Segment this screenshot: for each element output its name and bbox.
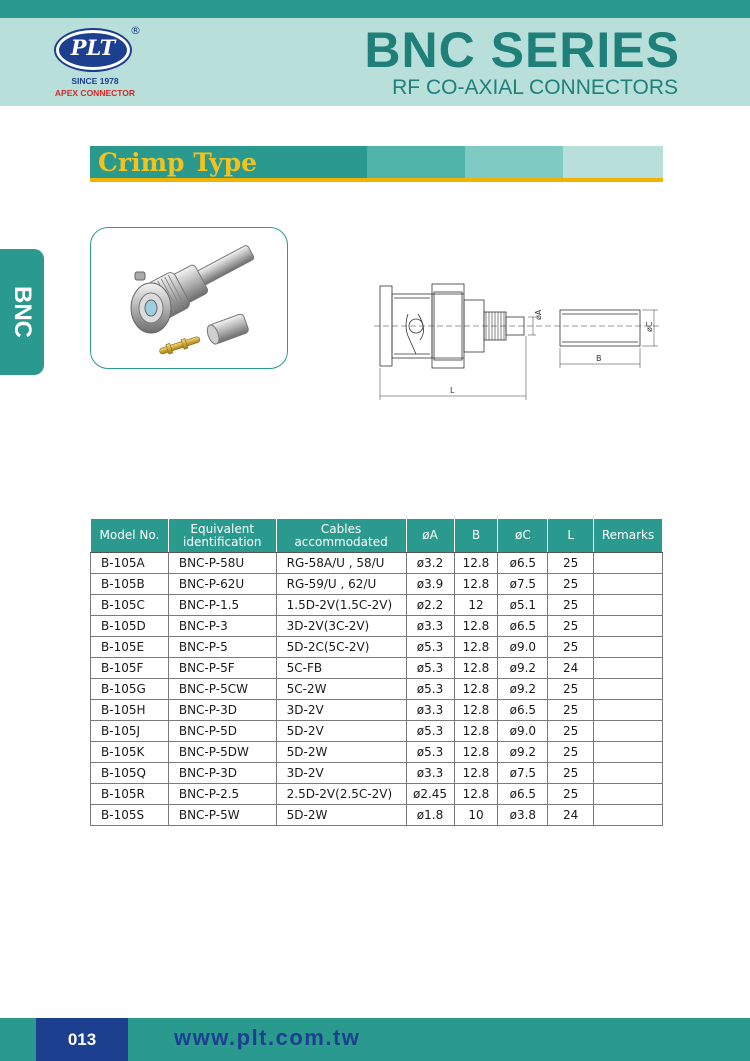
column-header: Cables accommodated <box>276 519 406 553</box>
table-cell: 25 <box>548 784 594 805</box>
table-cell: ø3.3 <box>406 616 454 637</box>
dim-label-C: øC <box>645 321 654 332</box>
header <box>0 18 750 106</box>
table-cell: BNC-P-3 <box>168 616 276 637</box>
table-cell: ø3.3 <box>406 700 454 721</box>
table-cell <box>594 763 663 784</box>
table-cell: 2.5D-2V(2.5C-2V) <box>276 784 406 805</box>
table-cell: ø2.45 <box>406 784 454 805</box>
table-cell: 12.8 <box>454 574 498 595</box>
table-cell: 25 <box>548 721 594 742</box>
section-bar-segment <box>465 146 563 178</box>
table-row <box>91 763 663 784</box>
page-title: BNC SERIES <box>364 22 680 78</box>
table-cell: ø5.3 <box>406 742 454 763</box>
table-row <box>91 553 663 574</box>
table-cell <box>594 637 663 658</box>
table-cell: RG-59/U , 62/U <box>276 574 406 595</box>
table-cell: BNC-P-5F <box>168 658 276 679</box>
dim-label-A: øA <box>534 309 543 320</box>
table-cell <box>594 553 663 574</box>
table-cell: 3D-2V(3C-2V) <box>276 616 406 637</box>
dim-label-L: L <box>450 386 455 395</box>
table-cell: BNC-P-3D <box>168 763 276 784</box>
table-cell: 24 <box>548 805 594 826</box>
table-cell: B-105R <box>91 784 169 805</box>
spec-table <box>90 518 663 826</box>
table-cell <box>594 595 663 616</box>
section-bar-segment <box>367 146 465 178</box>
table-cell: ø9.2 <box>498 658 548 679</box>
table-cell: 12.8 <box>454 763 498 784</box>
table-cell: BNC-P-62U <box>168 574 276 595</box>
table-cell: 3D-2V <box>276 700 406 721</box>
table-cell: 5D-2W <box>276 805 406 826</box>
table-row <box>91 721 663 742</box>
table-cell: ø7.5 <box>498 763 548 784</box>
table-row <box>91 679 663 700</box>
registered-mark: ® <box>130 24 141 37</box>
table-cell: 5C-FB <box>276 658 406 679</box>
table-cell: 5C-2W <box>276 679 406 700</box>
column-header: øC <box>498 519 548 553</box>
table-cell: B-105E <box>91 637 169 658</box>
table-cell <box>594 742 663 763</box>
table-cell: B-105Q <box>91 763 169 784</box>
table-cell <box>594 679 663 700</box>
table-cell: B-105A <box>91 553 169 574</box>
column-header: Remarks <box>594 519 663 553</box>
table-cell: BNC-P-2.5 <box>168 784 276 805</box>
table-cell: 5D-2C(5C-2V) <box>276 637 406 658</box>
table-cell: 10 <box>454 805 498 826</box>
table-cell: BNC-P-5DW <box>168 742 276 763</box>
table-cell: ø3.9 <box>406 574 454 595</box>
page-subtitle: RF CO-AXIAL CONNECTORS <box>392 76 678 99</box>
table-cell: BNC-P-3D <box>168 700 276 721</box>
table-cell: 12.8 <box>454 616 498 637</box>
table-cell: 1.5D-2V(1.5C-2V) <box>276 595 406 616</box>
table-cell: BNC-P-1.5 <box>168 595 276 616</box>
table-cell: ø6.5 <box>498 553 548 574</box>
table-cell: 25 <box>548 616 594 637</box>
table-cell: 12.8 <box>454 742 498 763</box>
column-header: Equivalent identification <box>168 519 276 553</box>
table-cell: ø7.5 <box>498 574 548 595</box>
website-url: www.plt.com.tw <box>174 1025 361 1050</box>
table-cell: BNC-P-5D <box>168 721 276 742</box>
section-title: Crimp Type <box>98 148 257 177</box>
table-cell: 12 <box>454 595 498 616</box>
table-cell: 12.8 <box>454 658 498 679</box>
plt-logo <box>50 26 145 106</box>
table-cell: B-105J <box>91 721 169 742</box>
table-cell: ø9.0 <box>498 721 548 742</box>
table-cell: B-105K <box>91 742 169 763</box>
table-cell: ø5.1 <box>498 595 548 616</box>
table-cell: B-105D <box>91 616 169 637</box>
table-cell <box>594 658 663 679</box>
table-cell: 25 <box>548 679 594 700</box>
table-cell: ø6.5 <box>498 700 548 721</box>
table-row <box>91 574 663 595</box>
table-cell: 12.8 <box>454 700 498 721</box>
table-cell <box>594 721 663 742</box>
top-strip <box>0 0 750 18</box>
dimension-drawing <box>370 270 670 410</box>
dim-label-B: B <box>596 354 602 363</box>
table-cell: 25 <box>548 637 594 658</box>
table-row <box>91 595 663 616</box>
column-header: øA <box>406 519 454 553</box>
table-cell: ø5.3 <box>406 658 454 679</box>
table-row <box>91 616 663 637</box>
table-cell: BNC-P-5CW <box>168 679 276 700</box>
table-cell: B-105H <box>91 700 169 721</box>
table-cell: ø5.3 <box>406 721 454 742</box>
side-tab-label: BNC <box>9 286 36 338</box>
table-cell: ø6.5 <box>498 784 548 805</box>
page-number: 013 <box>36 1018 128 1061</box>
table-row <box>91 742 663 763</box>
table-cell: 3D-2V <box>276 763 406 784</box>
table-cell: B-105B <box>91 574 169 595</box>
column-header: L <box>548 519 594 553</box>
section-bar <box>90 146 663 182</box>
table-cell: 5D-2V <box>276 721 406 742</box>
table-cell: RG-58A/U , 58/U <box>276 553 406 574</box>
product-photo-box <box>90 227 288 369</box>
table-cell: ø9.2 <box>498 742 548 763</box>
table-cell <box>594 616 663 637</box>
table-cell: 25 <box>548 574 594 595</box>
bnc-connector-photo <box>91 228 287 368</box>
table-cell: 12.8 <box>454 637 498 658</box>
table-cell: BNC-P-58U <box>168 553 276 574</box>
table-cell: 25 <box>548 595 594 616</box>
table-cell <box>594 805 663 826</box>
table-cell: ø3.2 <box>406 553 454 574</box>
table-cell: ø6.5 <box>498 616 548 637</box>
table-cell: 25 <box>548 553 594 574</box>
table-cell: 24 <box>548 658 594 679</box>
connector-diagram <box>370 270 670 410</box>
table-cell: ø5.3 <box>406 637 454 658</box>
table-cell: 12.8 <box>454 784 498 805</box>
table-cell: 25 <box>548 763 594 784</box>
table-cell: BNC-P-5 <box>168 637 276 658</box>
section-bar-segment <box>563 146 663 178</box>
table-row <box>91 658 663 679</box>
column-header: Model No. <box>91 519 169 553</box>
logo-company: APEX CONNECTOR <box>54 88 136 98</box>
logo-since: SINCE 1978 <box>71 76 119 86</box>
side-tab <box>0 249 44 375</box>
table-cell: B-105F <box>91 658 169 679</box>
table-cell: B-105S <box>91 805 169 826</box>
table-cell: ø9.0 <box>498 637 548 658</box>
table-cell <box>594 700 663 721</box>
table-row <box>91 700 663 721</box>
table-row <box>91 637 663 658</box>
table-cell: 5D-2W <box>276 742 406 763</box>
table-cell: 25 <box>548 700 594 721</box>
table-cell: B-105C <box>91 595 169 616</box>
table-cell: ø1.8 <box>406 805 454 826</box>
table-cell: 12.8 <box>454 553 498 574</box>
table-row <box>91 805 663 826</box>
table-cell: 12.8 <box>454 721 498 742</box>
table-cell: 25 <box>548 742 594 763</box>
table-cell: ø9.2 <box>498 679 548 700</box>
table-cell <box>594 784 663 805</box>
table-cell: ø3.8 <box>498 805 548 826</box>
table-cell: B-105G <box>91 679 169 700</box>
logo-text: PLT <box>70 35 116 60</box>
table-header-row <box>91 519 663 553</box>
table-cell: ø3.3 <box>406 763 454 784</box>
table-cell: ø2.2 <box>406 595 454 616</box>
table-cell: BNC-P-5W <box>168 805 276 826</box>
table-body <box>91 553 663 826</box>
table-cell: ø5.3 <box>406 679 454 700</box>
table-row <box>91 784 663 805</box>
table-cell <box>594 574 663 595</box>
column-header: B <box>454 519 498 553</box>
table-cell: 12.8 <box>454 679 498 700</box>
